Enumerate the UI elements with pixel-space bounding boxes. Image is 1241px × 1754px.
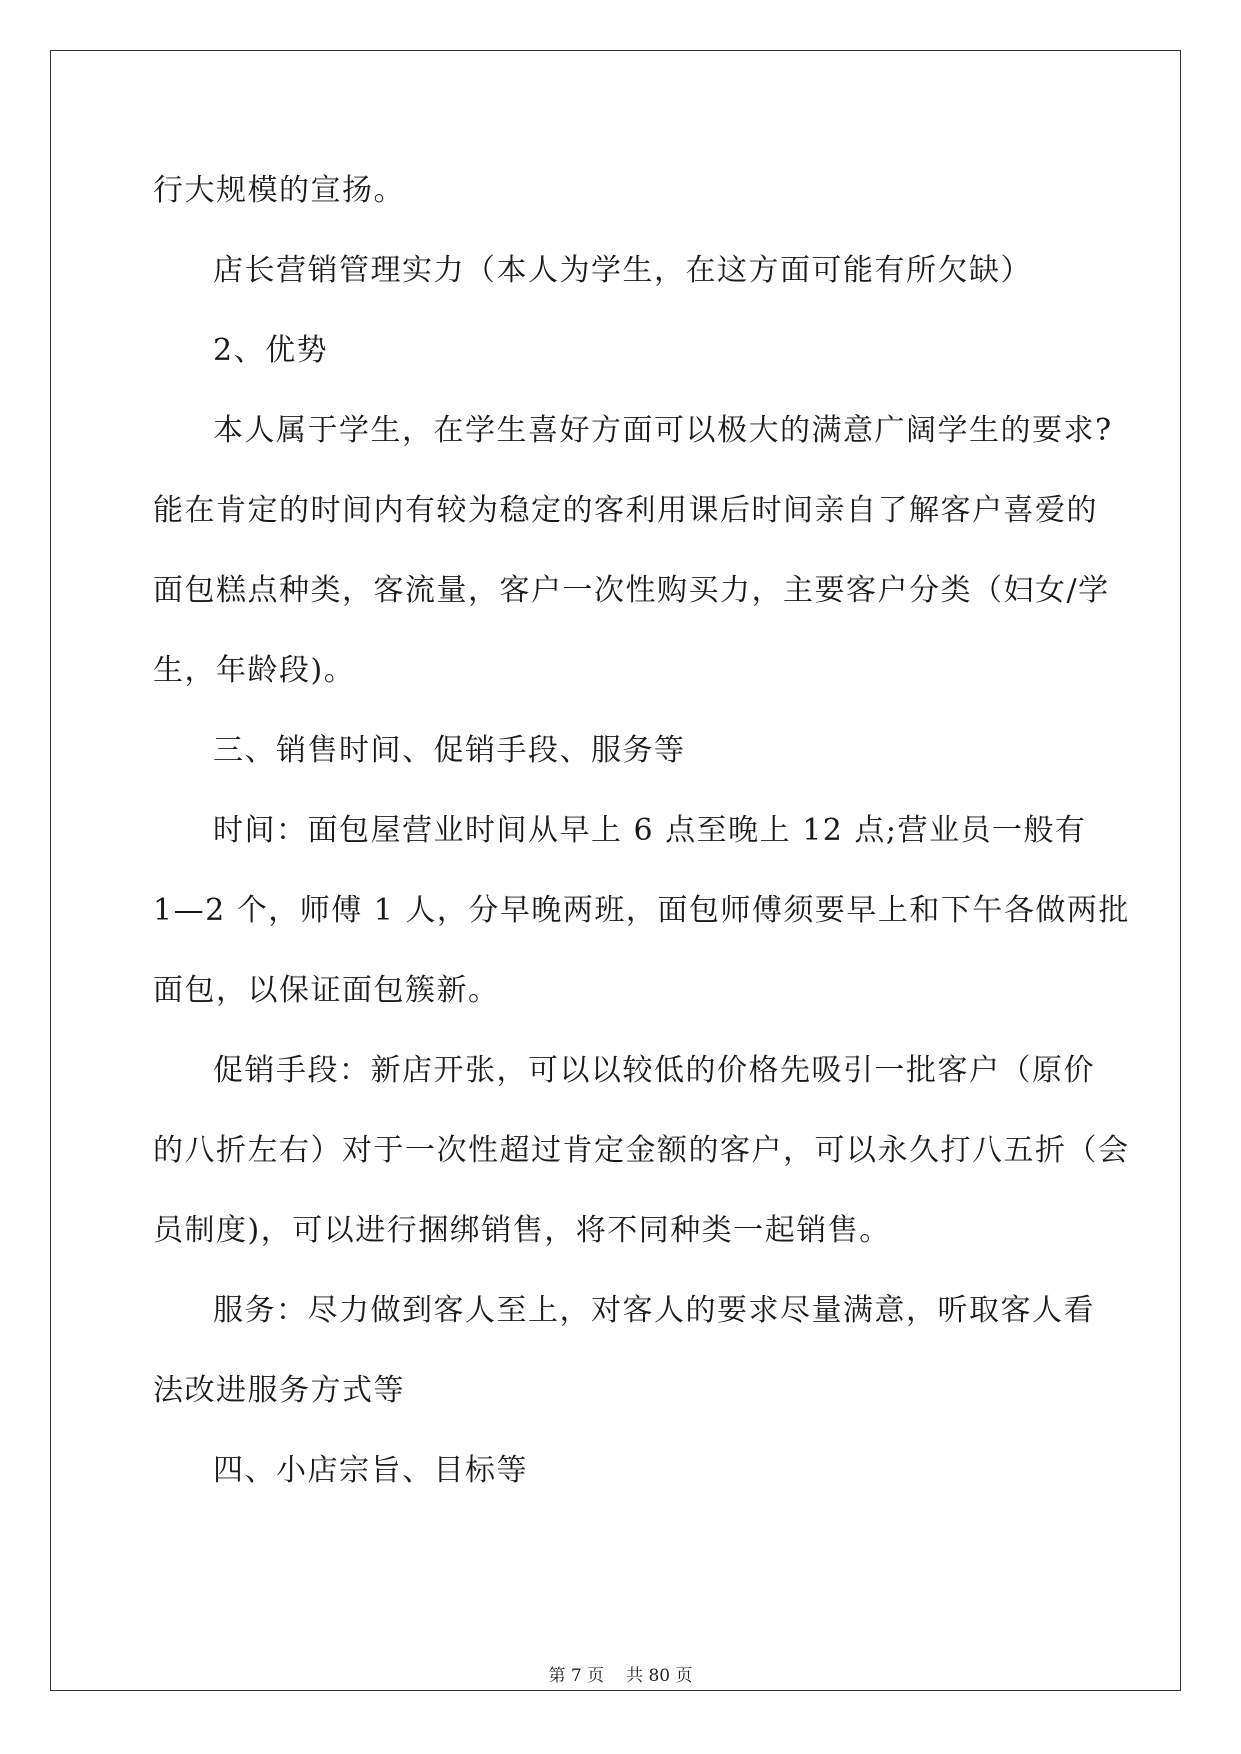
section-heading: 2、优势 — [213, 333, 329, 368]
text-line: 法改进服务方式等 — [153, 1373, 405, 1408]
text-line: 1—2 个，师傅 1 人，分早晚两班，面包师傅须要早上和下午各做两批 — [153, 893, 1130, 928]
page-number: 第 7 页 — [548, 1666, 605, 1686]
page-border — [50, 50, 1181, 1691]
text-line: 行大规模的宣扬。 — [153, 173, 405, 208]
text-line: 促销手段：新店开张，可以以较低的价格先吸引一批客户（原价 — [213, 1053, 1095, 1088]
text-line: 服务：尽力做到客人至上，对客人的要求尽量满意，听取客人看 — [213, 1293, 1095, 1328]
text-line: 生，年龄段)。 — [153, 653, 356, 688]
text-line: 能在肯定的时间内有较为稳定的客利用课后时间亲自了解客户喜爱的 — [153, 493, 1098, 528]
page-total: 共 80 页 — [626, 1666, 693, 1686]
text-line: 面包糕点种类，客流量，客户一次性购买力，主要客户分类（妇女/学 — [153, 573, 1110, 608]
text-line: 时间：面包屋营业时间从早上 6 点至晚上 12 点;营业员一般有 — [213, 813, 1087, 848]
text-line: 店长营销管理实力（本人为学生，在这方面可能有所欠缺） — [213, 253, 1032, 288]
section-heading: 四、小店宗旨、目标等 — [213, 1453, 528, 1488]
text-line: 的八折左右）对于一次性超过肯定金额的客户，可以永久打八五折（会 — [153, 1133, 1130, 1168]
text-line: 员制度)，可以进行捆绑销售，将不同种类一起销售。 — [153, 1213, 891, 1248]
page-footer — [0, 1666, 1241, 1686]
text-line: 本人属于学生，在学生喜好方面可以极大的满意广阔学生的要求? — [213, 413, 1113, 448]
text-line: 面包，以保证面包簇新。 — [153, 973, 500, 1008]
section-heading: 三、销售时间、促销手段、服务等 — [213, 733, 686, 768]
